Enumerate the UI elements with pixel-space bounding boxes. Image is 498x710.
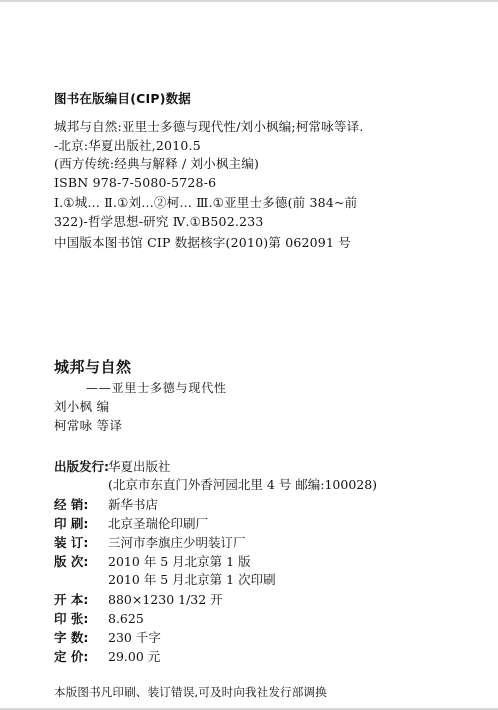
pub-value: (北京市东直门外香河园北里 4 号 邮编:100028): [108, 477, 378, 492]
cip-heading: 图书在版编目(CIP)数据: [54, 91, 192, 106]
cip-line-subjects-1: Ⅰ.①城… Ⅱ.①刘…②柯… Ⅲ.①亚里士多德(前 384~前: [54, 195, 358, 210]
book-editor: 刘小枫 编: [54, 399, 110, 414]
pub-value: 230 千字: [108, 630, 161, 645]
pub-row-price: [54, 649, 474, 665]
pub-label: 定 价:: [54, 649, 89, 664]
pub-label: 装 订:: [54, 535, 89, 550]
pub-row-printing: [54, 572, 474, 588]
pub-row-edition: [54, 554, 474, 570]
footer-note: 本版图书凡印刷、装订错误,可及时向我社发行部调换: [54, 685, 327, 699]
pub-value: 8.625: [108, 611, 144, 626]
pub-label: 字 数:: [54, 630, 89, 645]
pub-row-format: [54, 592, 474, 608]
pub-label: 开 本:: [54, 592, 89, 607]
pub-label: 出版发行:: [54, 459, 109, 474]
pub-value: 29.00 元: [108, 649, 161, 664]
pub-value: 三河市李旗庄少明装订厂: [108, 535, 246, 550]
cip-line-subjects-2: 322)-哲学思想-研究 Ⅳ.①B502.233: [54, 214, 264, 229]
pub-value: 新华书店: [108, 497, 159, 512]
book-title: 城邦与自然: [54, 358, 132, 376]
pub-row-sheets: [54, 611, 474, 627]
pub-value: 华夏出版社: [108, 459, 171, 474]
pub-value: 880×1230 1/32 开: [108, 592, 223, 607]
pub-label: 印 刷:: [54, 516, 89, 531]
pub-label: 印 张:: [54, 611, 89, 626]
pub-row-address: [54, 477, 474, 493]
pub-label: 经 销:: [54, 497, 89, 512]
pub-value: 2010 年 5 月北京第 1 次印刷: [108, 572, 276, 587]
pub-row-distributor: [54, 497, 474, 513]
pub-row-publisher: [54, 459, 474, 475]
pub-row-printer: [54, 516, 474, 532]
pub-label: 版 次:: [54, 554, 89, 569]
book-translator: 柯常咏 等译: [54, 418, 123, 433]
cip-line-catalog-number: 中国版本图书馆 CIP 数据核字(2010)第 062091 号: [54, 235, 351, 250]
cip-line-series: (西方传统:经典与解释 / 刘小枫主编): [54, 156, 260, 171]
cip-line-title: 城邦与自然:亚里士多德与现代性/刘小枫编;柯常咏等译.: [54, 119, 364, 134]
pub-value: 北京圣瑞伦印刷厂: [108, 516, 209, 531]
cip-line-publisher: -北京:华夏出版社,2010.5: [54, 138, 201, 153]
pub-row-binder: [54, 535, 474, 551]
pub-value: 2010 年 5 月北京第 1 版: [108, 554, 251, 569]
book-subtitle: ——亚里士多德与现代性: [86, 381, 227, 395]
cip-line-isbn: ISBN 978-7-5080-5728-6: [54, 175, 217, 190]
pub-row-word-count: [54, 630, 474, 646]
